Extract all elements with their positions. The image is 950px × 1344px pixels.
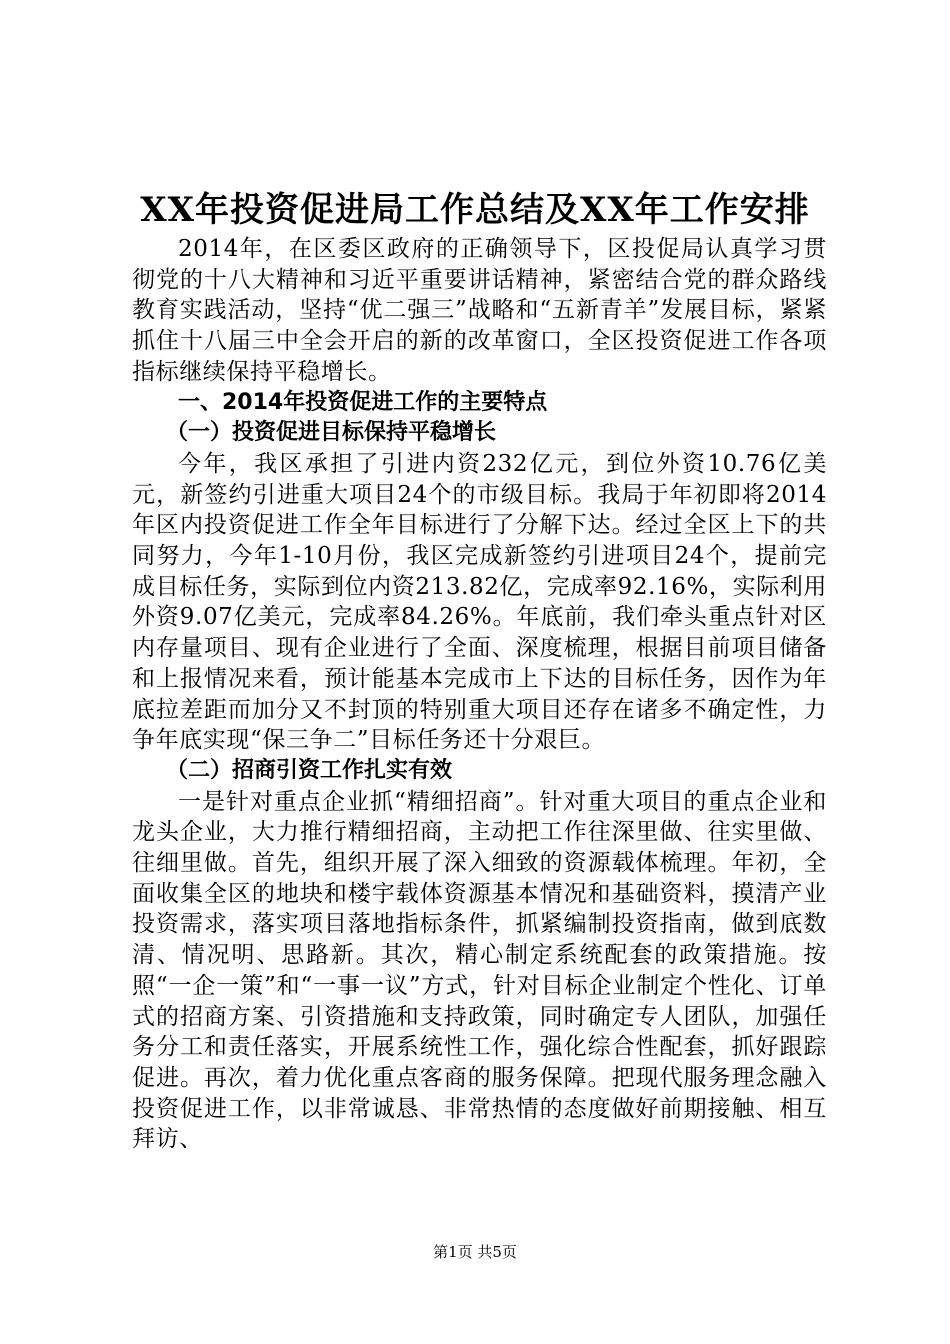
intro-paragraph: 2014年，在区委区政府的正确领导下，区投促局认真学习贯彻党的十八大精神和习近平重要讲话精神，紧密结合党的群众路线教育实践活动，坚持“优二强三”战略和“五新青羊”发展目标，紧紧抓住十八届三中全会开启的新的改革窗口，全区投资促进工作各项指标继续保持平稳增长。 (132, 236, 827, 385)
subsection-heading-1: （一）投资促进目标保持平稳增长 (166, 420, 497, 446)
subsection-1-paragraph: 今年，我区承担了引进内资232亿元，到位外资10.76亿美元，新签约引进重大项目24个的市级目标。我局于年初即将2014年区内投资促进工作全年目标进行了分解下达。经过全区上下的共同努力，今年1-10月份，我区完成新签约引进项目24个，提前完成目标任务，实际到位内资213.82亿，完成率92.16%，实际利用外资9.07亿美元，完成率84.26%。年底前，我们牵头重点针对区内存量项目、现有企业进行了全面、深度梳理，根据目前项目储备和上报情况来看，预计能基本完成市上下达的目标任务，因作为年底拉差距而加分又不封顶的特别重大项目还存在诸多不确定性，力争年底实现“保三争二”目标任务还十分艰巨。 (132, 450, 827, 754)
document-title: XX年投资促进局工作总结及XX年工作安排 (140, 190, 810, 230)
page-number-footer: 第1页 共5页 (433, 1243, 517, 1261)
document-body (132, 234, 827, 1155)
subsection-heading-2: （二）招商引资工作扎实有效 (166, 757, 453, 783)
section-heading-1: 一、2014年投资促进工作的主要特点 (178, 389, 548, 415)
subsection-2-paragraph: 一是针对重点企业抓“精细招商”。针对重大项目的重点企业和龙头企业，大力推行精细招商，主动把工作往深里做、往实里做、往细里做。首先，组织开展了深入细致的资源载体梳理。年初，全面收集全区的地块和楼宇载体资源基本情况和基础资料，摸清产业投资需求，落实项目落地指标条件，抓紧编制投资指南，做到底数清、情况明、思路新。其次，精心制定系统配套的政策措施。按照“一企一策”和“一事一议”方式，针对目标企业制定个性化、订单式的招商方案、引资措施和支持政策，同时确定专人团队，加强任务分工和责任落实，开展系统性工作，强化综合性配套，抓好跟踪促进。再次，着力优化重点客商的服务保障。把现代服务理念融入投资促进工作，以非常诚恳、非常热情的态度做好前期接触、相互拜访、 (132, 788, 827, 1153)
